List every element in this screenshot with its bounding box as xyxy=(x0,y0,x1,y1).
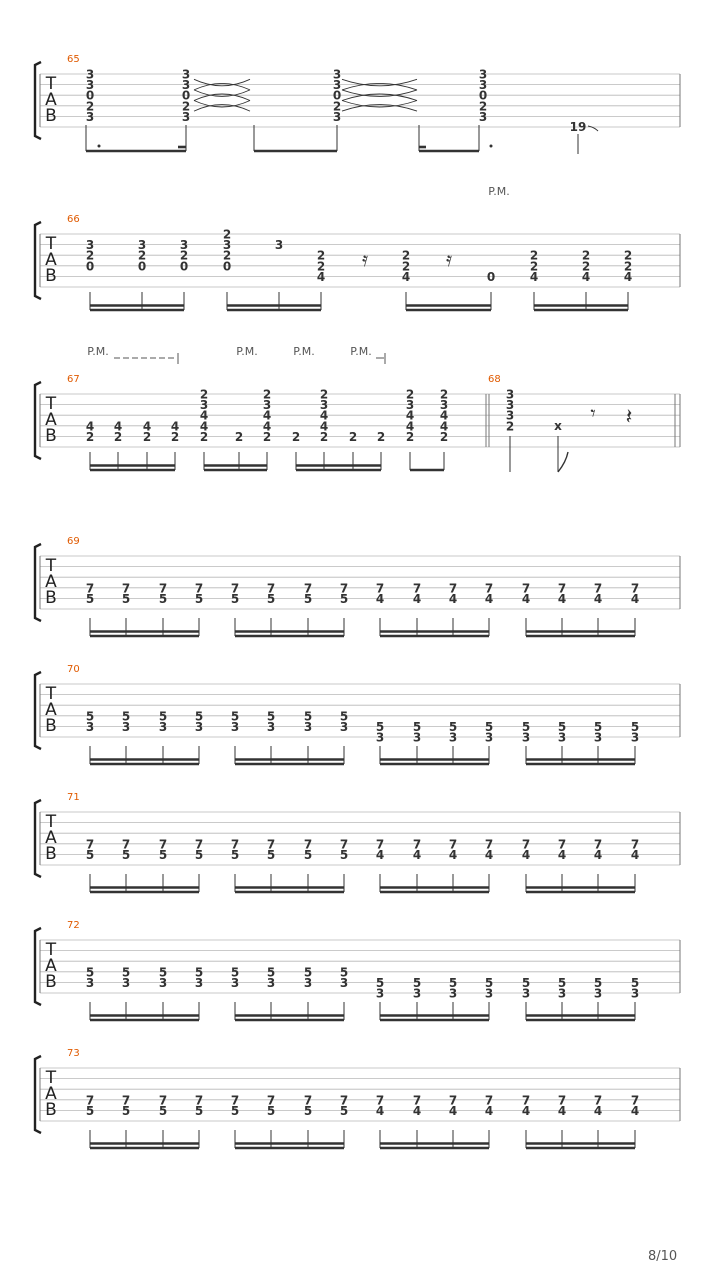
fret-number: 2 xyxy=(623,248,633,263)
fret-number: 2 xyxy=(85,99,95,114)
fret-number: 7 xyxy=(448,837,458,852)
fret-number: 5 xyxy=(557,975,567,990)
measure-number: 73 xyxy=(67,1048,80,1059)
tab-clef-letter: T xyxy=(45,684,57,704)
fret-number: 3 xyxy=(85,719,95,734)
fret-number: 5 xyxy=(158,1103,168,1118)
fret-number: 4 xyxy=(557,1103,567,1118)
tab-clef-letter: A xyxy=(45,90,57,110)
fret-number: 2 xyxy=(529,248,539,263)
fret-number: 3 xyxy=(181,67,191,82)
fret-number: 7 xyxy=(375,837,385,852)
fret-number: 2 xyxy=(199,429,209,444)
fret-number: 3 xyxy=(181,78,191,93)
fret-number: 4 xyxy=(557,591,567,606)
fret-number: 2 xyxy=(113,429,123,444)
tab-clef-letter: B xyxy=(45,106,57,126)
fret-number: 7 xyxy=(484,837,494,852)
fret-number: 7 xyxy=(266,1093,276,1108)
fret-number: 2 xyxy=(262,387,272,402)
fret-number: 4 xyxy=(412,591,422,606)
fret-number: 3 xyxy=(521,730,531,745)
fret-number: 2 xyxy=(199,387,209,402)
fret-number: 2 xyxy=(505,419,515,434)
eighth-rest: 𝄾 xyxy=(590,401,596,425)
fret-number: 4 xyxy=(401,269,411,284)
fret-number: 3 xyxy=(85,78,95,93)
fret-number: 7 xyxy=(375,581,385,596)
fret-number: 5 xyxy=(266,847,276,862)
fret-number: 4 xyxy=(448,1103,458,1118)
fret-number: 7 xyxy=(448,581,458,596)
fret-number: 4 xyxy=(448,591,458,606)
palm-mute-label: P.M. xyxy=(293,345,315,358)
fret-number: 4 xyxy=(630,591,640,606)
fret-number: 7 xyxy=(230,837,240,852)
fret-number: 2 xyxy=(376,429,386,444)
sixteenth-rest: 𝄿 xyxy=(361,247,369,271)
fret-number: 3 xyxy=(181,109,191,124)
fret-number: 2 xyxy=(623,259,633,274)
fret-number: 2 xyxy=(478,99,488,114)
fret-number: 4 xyxy=(623,269,633,284)
fret-number: 2 xyxy=(222,248,232,263)
fret-number: 0 xyxy=(222,259,232,274)
fret-number: 3 xyxy=(266,975,276,990)
fret-number: 5 xyxy=(375,975,385,990)
fret-number: 4 xyxy=(521,1103,531,1118)
fret-number: 5 xyxy=(448,975,458,990)
fret-number: 7 xyxy=(412,1093,422,1108)
fret-number: 5 xyxy=(484,975,494,990)
fret-number: 5 xyxy=(339,965,349,980)
fret-number: 5 xyxy=(158,591,168,606)
fret-number: 3 xyxy=(593,730,603,745)
fret-number: 7 xyxy=(194,1093,204,1108)
fret-number: 3 xyxy=(319,398,329,413)
fret-number: 0 xyxy=(478,88,488,103)
fret-number: 3 xyxy=(274,238,284,253)
dead-note: x xyxy=(554,419,562,433)
fret-number: 4 xyxy=(484,591,494,606)
fret-number: 2 xyxy=(316,248,326,263)
fret-number: 4 xyxy=(557,847,567,862)
fret-number: 5 xyxy=(85,847,95,862)
tab-clef-letter: T xyxy=(45,556,57,576)
fret-number: 0 xyxy=(181,88,191,103)
fret-number: 3 xyxy=(375,986,385,1001)
fret-number: 7 xyxy=(339,1093,349,1108)
fret-number: 5 xyxy=(194,847,204,862)
fret-number: 3 xyxy=(448,730,458,745)
fret-number: 3 xyxy=(230,719,240,734)
bend-value: 19 xyxy=(569,120,587,134)
fret-number: 3 xyxy=(505,398,515,413)
tab-clef-letter: A xyxy=(45,250,57,270)
fret-number: 2 xyxy=(170,429,180,444)
fret-number: 3 xyxy=(222,238,232,253)
fret-number: 3 xyxy=(332,67,342,82)
fret-number: 4 xyxy=(521,591,531,606)
fret-number: 4 xyxy=(581,269,591,284)
fret-number: 3 xyxy=(339,975,349,990)
fret-number: 7 xyxy=(630,581,640,596)
fret-number: 5 xyxy=(521,719,531,734)
fret-number: 5 xyxy=(85,709,95,724)
measure-number: 68 xyxy=(488,374,501,385)
fret-number: 5 xyxy=(194,591,204,606)
fret-number: 5 xyxy=(303,709,313,724)
fret-number: 7 xyxy=(521,837,531,852)
fret-number: 5 xyxy=(85,591,95,606)
fret-number: 4 xyxy=(593,1103,603,1118)
fret-number: 7 xyxy=(266,837,276,852)
tab-clef-letter: T xyxy=(45,1068,57,1088)
fret-number: 7 xyxy=(158,1093,168,1108)
fret-number: 4 xyxy=(593,847,603,862)
fret-number: 7 xyxy=(158,837,168,852)
tab-clef-letter: T xyxy=(45,394,57,414)
fret-number: 3 xyxy=(505,408,515,423)
fret-number: 3 xyxy=(630,730,640,745)
measure-number: 70 xyxy=(67,664,80,675)
fret-number: 7 xyxy=(521,581,531,596)
fret-number: 2 xyxy=(401,248,411,263)
fret-number: 2 xyxy=(181,99,191,114)
fret-number: 4 xyxy=(199,408,209,423)
fret-number: 3 xyxy=(332,109,342,124)
fret-number: 3 xyxy=(121,975,131,990)
fret-number: 2 xyxy=(262,429,272,444)
fret-number: 0 xyxy=(137,259,147,274)
fret-number: 3 xyxy=(478,67,488,82)
fret-number: 2 xyxy=(405,387,415,402)
fret-number: 7 xyxy=(630,837,640,852)
fret-number: 2 xyxy=(439,387,449,402)
fret-number: 3 xyxy=(593,986,603,1001)
tab-clef-letter: T xyxy=(45,812,57,832)
fret-number: 4 xyxy=(630,1103,640,1118)
fret-number: 0 xyxy=(85,88,95,103)
tab-clef-letter: T xyxy=(45,940,57,960)
fret-number: 5 xyxy=(630,975,640,990)
fret-number: 0 xyxy=(486,269,496,284)
palm-mute-label: P.M. xyxy=(236,345,258,358)
fret-number: 7 xyxy=(121,581,131,596)
fret-number: 5 xyxy=(303,1103,313,1118)
fret-number: 7 xyxy=(121,837,131,852)
fret-number: 5 xyxy=(630,719,640,734)
fret-number: 3 xyxy=(557,986,567,1001)
page-number: 8/10 xyxy=(648,1249,678,1264)
fret-number: 4 xyxy=(113,419,123,434)
fret-number: 5 xyxy=(339,847,349,862)
fret-number: 3 xyxy=(266,719,276,734)
fret-number: 7 xyxy=(85,1093,95,1108)
fret-number: 7 xyxy=(630,1093,640,1108)
fret-number: 7 xyxy=(303,837,313,852)
fret-number: 7 xyxy=(121,1093,131,1108)
tab-clef-letter: T xyxy=(45,234,57,254)
fret-number: 7 xyxy=(85,581,95,596)
fret-number: 5 xyxy=(158,847,168,862)
fret-number: 7 xyxy=(521,1093,531,1108)
fret-number: 3 xyxy=(230,975,240,990)
tab-clef-letter: B xyxy=(45,844,57,864)
fret-number: 4 xyxy=(593,591,603,606)
tab-clef-letter: B xyxy=(45,588,57,608)
fret-number: 5 xyxy=(85,965,95,980)
fret-number: 4 xyxy=(439,419,449,434)
tab-clef-letter: B xyxy=(45,972,57,992)
tab-clef-letter: A xyxy=(45,956,57,976)
fret-number: 3 xyxy=(303,975,313,990)
measure-number: 65 xyxy=(67,54,80,65)
fret-number: 2 xyxy=(529,259,539,274)
fret-number: 2 xyxy=(316,259,326,274)
fret-number: 3 xyxy=(448,986,458,1001)
fret-number: 5 xyxy=(448,719,458,734)
fret-number: 5 xyxy=(121,965,131,980)
fret-number: 5 xyxy=(121,591,131,606)
tab-clef-letter: A xyxy=(45,828,57,848)
fret-number: 7 xyxy=(448,1093,458,1108)
fret-number: 2 xyxy=(319,387,329,402)
fret-number: 2 xyxy=(401,259,411,274)
fret-number: 5 xyxy=(230,965,240,980)
fret-number: 7 xyxy=(303,581,313,596)
fret-number: 3 xyxy=(194,975,204,990)
fret-number: 2 xyxy=(581,259,591,274)
fret-number: 4 xyxy=(170,419,180,434)
fret-number: 5 xyxy=(230,1103,240,1118)
fret-number: 7 xyxy=(230,1093,240,1108)
fret-number: 7 xyxy=(303,1093,313,1108)
fret-number: 4 xyxy=(412,1103,422,1118)
fret-number: 5 xyxy=(484,719,494,734)
fret-number: 0 xyxy=(85,259,95,274)
fret-number: 4 xyxy=(529,269,539,284)
fret-number: 7 xyxy=(230,581,240,596)
fret-number: 7 xyxy=(412,837,422,852)
fret-number: 4 xyxy=(484,1103,494,1118)
fret-number: 2 xyxy=(137,248,147,263)
fret-number: 5 xyxy=(339,1103,349,1118)
fret-number: 3 xyxy=(137,238,147,253)
fret-number: 7 xyxy=(266,581,276,596)
fret-number: 5 xyxy=(593,975,603,990)
fret-number: 2 xyxy=(179,248,189,263)
fret-number: 3 xyxy=(439,398,449,413)
measure-number: 67 xyxy=(67,374,80,385)
fret-number: 5 xyxy=(557,719,567,734)
fret-number: 4 xyxy=(199,419,209,434)
fret-number: 3 xyxy=(303,719,313,734)
fret-number: 4 xyxy=(405,419,415,434)
tab-clef-letter: A xyxy=(45,572,57,592)
tab-clef-letter: A xyxy=(45,700,57,720)
fret-number: 3 xyxy=(405,398,415,413)
fret-number: 4 xyxy=(412,847,422,862)
fret-number: 7 xyxy=(593,837,603,852)
fret-number: 2 xyxy=(291,429,301,444)
fret-number: 5 xyxy=(339,591,349,606)
fret-number: 4 xyxy=(316,269,326,284)
fret-number: 2 xyxy=(581,248,591,263)
dot xyxy=(490,145,493,148)
fret-number: 7 xyxy=(484,581,494,596)
fret-number: 5 xyxy=(121,1103,131,1118)
fret-number: 2 xyxy=(348,429,358,444)
fret-number: 4 xyxy=(521,847,531,862)
fret-number: 5 xyxy=(194,709,204,724)
fret-number: 3 xyxy=(262,398,272,413)
fret-number: 4 xyxy=(375,1103,385,1118)
fret-number: 3 xyxy=(484,986,494,1001)
fret-number: 3 xyxy=(158,975,168,990)
fret-number: 5 xyxy=(230,847,240,862)
tab-clef-letter: B xyxy=(45,1100,57,1120)
tab-clef-letter: B xyxy=(45,716,57,736)
fret-number: 7 xyxy=(85,837,95,852)
fret-number: 5 xyxy=(266,965,276,980)
fret-number: 5 xyxy=(412,719,422,734)
measure-number: 66 xyxy=(67,214,80,225)
fret-number: 4 xyxy=(484,847,494,862)
quarter-rest: 𝄽 xyxy=(625,405,633,430)
fret-number: 4 xyxy=(319,419,329,434)
fret-number: 3 xyxy=(85,975,95,990)
fret-number: 3 xyxy=(478,78,488,93)
measure-number: 71 xyxy=(67,792,80,803)
fret-number: 3 xyxy=(179,238,189,253)
fret-number: 4 xyxy=(85,419,95,434)
fret-number: 7 xyxy=(194,837,204,852)
fret-number: 4 xyxy=(142,419,152,434)
dot xyxy=(98,145,101,148)
fret-number: 5 xyxy=(266,709,276,724)
fret-number: 7 xyxy=(339,837,349,852)
fret-number: 5 xyxy=(303,847,313,862)
fret-number: 7 xyxy=(158,581,168,596)
fret-number: 5 xyxy=(194,965,204,980)
fret-number: 3 xyxy=(85,238,95,253)
fret-number: 3 xyxy=(630,986,640,1001)
fret-number: 5 xyxy=(266,591,276,606)
fret-number: 7 xyxy=(557,581,567,596)
fret-number: 5 xyxy=(121,709,131,724)
fret-number: 5 xyxy=(158,965,168,980)
fret-number: 7 xyxy=(375,1093,385,1108)
fret-number: 5 xyxy=(158,709,168,724)
fret-number: 7 xyxy=(593,581,603,596)
fret-number: 4 xyxy=(439,408,449,423)
fret-number: 5 xyxy=(303,965,313,980)
tab-clef-letter: A xyxy=(45,1084,57,1104)
note-flag xyxy=(558,452,568,472)
fret-number: 5 xyxy=(194,1103,204,1118)
fret-number: 5 xyxy=(412,975,422,990)
fret-number: 7 xyxy=(412,581,422,596)
tab-clef-letter: B xyxy=(45,266,57,286)
fret-number: 5 xyxy=(266,1103,276,1118)
measure-number: 72 xyxy=(67,920,80,931)
fret-number: 5 xyxy=(593,719,603,734)
fret-number: 2 xyxy=(142,429,152,444)
fret-number: 3 xyxy=(412,986,422,1001)
sixteenth-rest: 𝄿 xyxy=(445,247,453,271)
fret-number: 3 xyxy=(521,986,531,1001)
fret-number: 4 xyxy=(375,847,385,862)
fret-number: 5 xyxy=(521,975,531,990)
fret-number: 2 xyxy=(319,429,329,444)
fret-number: 4 xyxy=(630,847,640,862)
fret-number: 7 xyxy=(194,581,204,596)
fret-number: 4 xyxy=(262,408,272,423)
fret-number: 7 xyxy=(484,1093,494,1108)
fret-number: 3 xyxy=(557,730,567,745)
fret-number: 4 xyxy=(448,847,458,862)
fret-number: 4 xyxy=(262,419,272,434)
fret-number: 3 xyxy=(375,730,385,745)
fret-number: 3 xyxy=(85,67,95,82)
fret-number: 3 xyxy=(199,398,209,413)
fret-number: 5 xyxy=(339,709,349,724)
palm-mute-label: P.M. xyxy=(488,185,510,198)
fret-number: 2 xyxy=(222,227,232,242)
fret-number: 5 xyxy=(230,591,240,606)
palm-mute-label: P.M. xyxy=(350,345,372,358)
fret-number: 7 xyxy=(557,837,567,852)
fret-number: 2 xyxy=(405,429,415,444)
fret-number: 3 xyxy=(121,719,131,734)
tab-clef-letter: T xyxy=(45,74,57,94)
fret-number: 2 xyxy=(439,429,449,444)
fret-number: 4 xyxy=(319,408,329,423)
fret-number: 7 xyxy=(557,1093,567,1108)
fret-number: 2 xyxy=(85,429,95,444)
fret-number: 0 xyxy=(179,259,189,274)
fret-number: 5 xyxy=(85,1103,95,1118)
fret-number: 5 xyxy=(121,847,131,862)
fret-number: 7 xyxy=(339,581,349,596)
measure-number: 69 xyxy=(67,536,80,547)
tab-clef-letter: B xyxy=(45,426,57,446)
fret-number: 2 xyxy=(332,99,342,114)
fret-number: 3 xyxy=(158,719,168,734)
fret-number: 5 xyxy=(303,591,313,606)
fret-number: 5 xyxy=(230,709,240,724)
fret-number: 3 xyxy=(339,719,349,734)
fret-number: 3 xyxy=(478,109,488,124)
fret-number: 2 xyxy=(234,429,244,444)
fret-number: 3 xyxy=(332,78,342,93)
fret-number: 3 xyxy=(505,387,515,402)
fret-number: 5 xyxy=(375,719,385,734)
fret-number: 3 xyxy=(484,730,494,745)
fret-number: 7 xyxy=(593,1093,603,1108)
fret-number: 4 xyxy=(405,408,415,423)
fret-number: 2 xyxy=(85,248,95,263)
fret-number: 0 xyxy=(332,88,342,103)
fret-number: 3 xyxy=(194,719,204,734)
fret-number: 3 xyxy=(85,109,95,124)
fret-number: 3 xyxy=(412,730,422,745)
tab-clef-letter: A xyxy=(45,410,57,430)
fret-number: 4 xyxy=(375,591,385,606)
palm-mute-label: P.M. xyxy=(87,345,109,358)
